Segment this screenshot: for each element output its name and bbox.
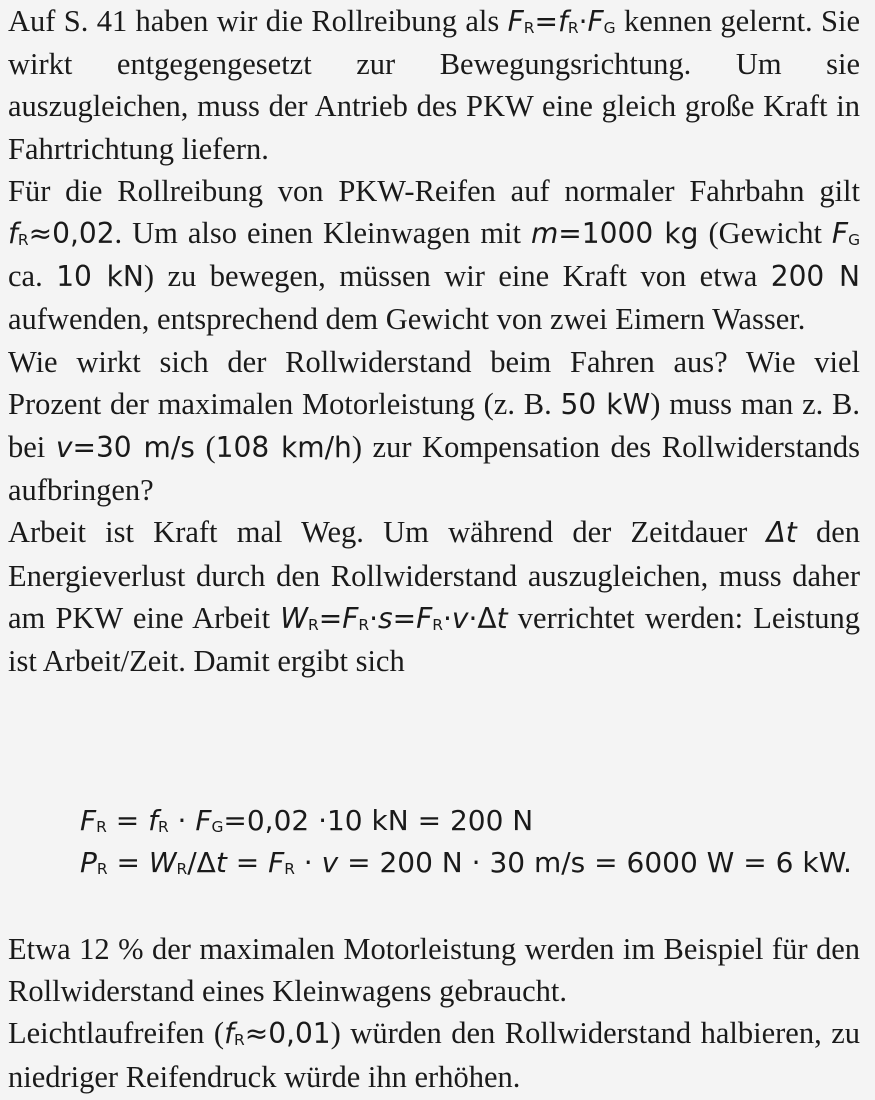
speed-kmh-value: 108 km/h [215, 431, 352, 465]
paragraph-result: Etwa 12 % der maximalen Motorleistung werden im Beispiel für den Rollwiderstand eines Kleinwagens gebraucht. [8, 932, 860, 1009]
text-run: den Energieverlust durch den Rollwiderstand auszugleichen, muss daher am PKW eine Arbeit [8, 515, 860, 635]
formula-work: $W_R=F_R\cdot s=F_R\cdot v\cdot\Delta t$ [280, 601, 508, 635]
text-run: Leichtlaufreifen ( [8, 1016, 225, 1051]
text-run: Wie wirkt sich der Rollwiderstand beim Fahren aus? Wie viel Prozent der maximalen Motorleistung (z. B. [8, 344, 860, 421]
text-run: ) muss man z. B. bei [8, 386, 861, 465]
formula-rolling-friction: $F_R=f_R\cdot F_G$ [507, 5, 616, 38]
text-run: ) zur Kompensation des Rollwiderstands aufbringen? [8, 430, 860, 508]
paragraph-question [8, 341, 860, 512]
text-run: ca. [8, 259, 57, 294]
paragraph-coefficient [8, 170, 860, 341]
text-run: verrichtet werden: Leistung ist Arbeit/Zeit. Damit ergibt sich [8, 600, 860, 679]
paragraph-low-rolling-tires [8, 1012, 860, 1097]
delta-t-symbol: Δt [766, 516, 797, 550]
conclusion-text [8, 928, 860, 1098]
text-run: ) würden den Rollwiderstand halbieren, zu niedriger Reifendruck würde ihn erhöhen. [8, 1016, 860, 1094]
body-text [8, 0, 860, 682]
text-run: Auf S. 41 haben wir die Rollreibung als [8, 4, 508, 38]
text-run: aufwenden, entsprechend dem Gewicht von zwei Eimern Wasser. [8, 302, 806, 337]
mass-value: m=1000 kg [530, 217, 699, 251]
paragraph-rolling-friction [8, 0, 860, 170]
paragraph-work [8, 511, 860, 682]
speed-value: v=30 m/s [55, 431, 195, 465]
force-value: 200 N [770, 260, 861, 294]
power-value: 50 kW [560, 387, 651, 421]
text-run: Für die Rollreibung von PKW-Reifen auf normaler Fahrbahn gilt [8, 173, 860, 208]
formula-power: $P_R = W_R/\Delta t = F_R \cdot v = 200$ N · 30 m/s = 6000 W = 6 kW. [80, 846, 852, 879]
formula-block [80, 800, 852, 884]
text-run: kennen gelernt. Sie wirkt entgegengesetzt zur Bewegungsrichtung. Um sie auszugleichen, muss der Antrieb des PKW eine gleich große Kraft in Fahrtrichtung liefern. [8, 4, 860, 166]
coefficient-value: $f_R\approx 0,02$ [8, 217, 115, 251]
coefficient-value: $f_R\approx 0,01$ [224, 1017, 331, 1051]
text-run: ( [194, 430, 216, 465]
text-run: (Gewicht [698, 216, 832, 251]
text-run: ) zu bewegen, müssen wir eine Kraft von etwa [143, 259, 771, 294]
weight-symbol: $F_G$ [831, 217, 861, 251]
text-run: Arbeit ist Kraft mal Weg. Um während der Zeitdauer [8, 515, 767, 550]
text-run: . Um also einen Kleinwagen mit [114, 216, 531, 251]
weight-value: 10 kN [56, 260, 144, 294]
formula-force: $F_R = f_R \cdot F_G=0,02 \cdot 10$ kN = 200 N [80, 804, 534, 837]
